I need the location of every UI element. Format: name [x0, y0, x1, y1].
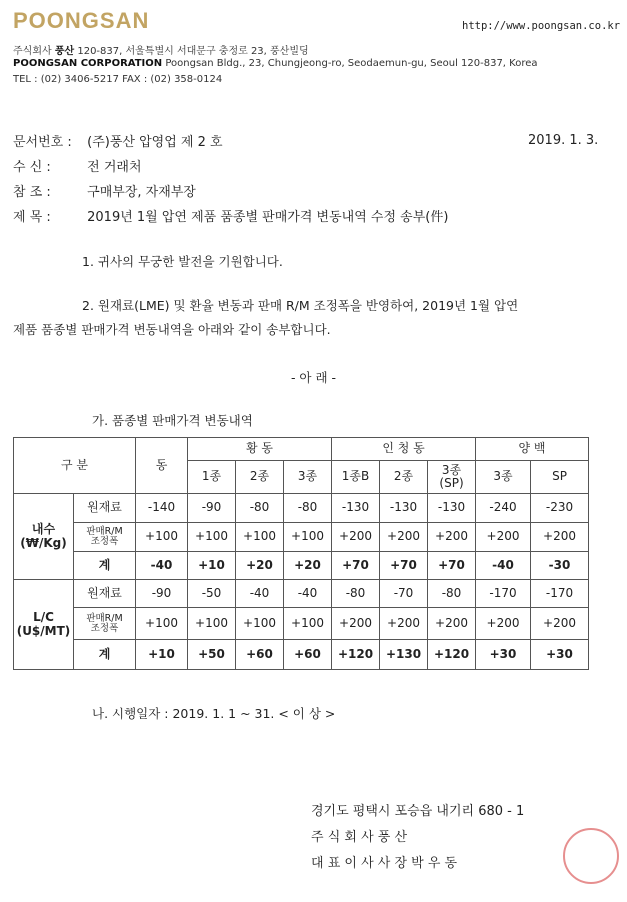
company-seal-icon	[563, 828, 619, 884]
reference: 구매부장, 자재부장	[87, 185, 196, 200]
header-nickel-silver: 양 백	[476, 438, 589, 461]
sub-header: SP	[531, 461, 589, 494]
section-a-title: 가. 품종별 판매가격 변동내역	[92, 413, 253, 428]
reference-row	[13, 181, 196, 200]
rm-label-line: 판매R/M	[86, 526, 123, 538]
cell: -80	[332, 580, 380, 608]
sub-header: 2종	[380, 461, 428, 494]
cell: +100	[284, 608, 332, 640]
cell: +70	[428, 552, 476, 580]
subject: 2019년 1월 압연 제품 품종별 판매가격 변동내역 수정 송부(件)	[87, 210, 449, 225]
en-address: Poongsan Bldg., 23, Chungjeong-ro, Seodaemun-gu, Seoul 120-837, Korea	[165, 58, 538, 69]
cell: -50	[188, 580, 236, 608]
group-domestic	[14, 494, 74, 580]
recipient: 전 거래처	[87, 160, 142, 175]
cell: +20	[284, 552, 332, 580]
group-unit: (₩/Kg)	[20, 535, 67, 550]
kr-address-line	[13, 42, 309, 57]
sender-ceo: 대 표 이 사 사 장 박 우 동	[311, 856, 458, 871]
sub-header: 2종	[236, 461, 284, 494]
cell: -90	[136, 580, 188, 608]
cell: +120	[428, 640, 476, 670]
cell: -90	[188, 494, 236, 523]
paragraph-2-line-2: 제품 품종별 판매가격 변동내역을 아래와 같이 송부합니다.	[13, 322, 331, 337]
row-label-rm	[74, 608, 136, 640]
reference-label: 참 조 :	[13, 185, 51, 200]
doc-number-row	[13, 131, 223, 150]
subject-label: 제 목 :	[13, 210, 51, 225]
cell: -170	[531, 580, 589, 608]
rm-label-line: 조정폭	[90, 622, 119, 634]
sub-header: 1종	[188, 461, 236, 494]
cell: +200	[428, 608, 476, 640]
cell: -40	[136, 552, 188, 580]
sub-header-line: 3종	[441, 462, 462, 477]
en-address-line	[13, 58, 538, 69]
cell: +200	[531, 608, 589, 640]
cell: +100	[284, 523, 332, 552]
group-label: 내수	[31, 522, 56, 537]
sub-header: 1종B	[332, 461, 380, 494]
recipient-label: 수 신 :	[13, 160, 51, 175]
row-label-raw: 원재료	[74, 494, 136, 523]
cell: +10	[188, 552, 236, 580]
cell: -230	[531, 494, 589, 523]
center-note: - 아 래 -	[290, 370, 337, 385]
cell: -40	[284, 580, 332, 608]
row-label-raw: 원재료	[74, 580, 136, 608]
rm-label-line: 판매R/M	[86, 612, 123, 624]
cell: +100	[236, 608, 284, 640]
row-label-rm	[74, 523, 136, 552]
doc-date: 2019. 1. 3.	[528, 133, 599, 148]
row-label-total: 계	[74, 640, 136, 670]
header-copper: 동	[136, 438, 188, 494]
cell: +100	[136, 523, 188, 552]
row-label-total: 계	[74, 552, 136, 580]
group-lc	[14, 580, 74, 670]
cell: -130	[380, 494, 428, 523]
sender-company: 주 식 회 사 풍 산	[311, 830, 408, 845]
cell: +10	[136, 640, 188, 670]
cell: +200	[531, 523, 589, 552]
cell: +130	[380, 640, 428, 670]
header-category: 구 분	[14, 438, 136, 494]
cell: +120	[332, 640, 380, 670]
website-url[interactable]: http://www.poongsan.co.kr	[462, 20, 621, 32]
group-unit: (U$/MT)	[16, 623, 71, 638]
header-phosphor-bronze: 인 청 동	[332, 438, 476, 461]
cell: -130	[428, 494, 476, 523]
cell: +30	[531, 640, 589, 670]
paragraph-2-line-1: 2. 원재료(LME) 및 환율 변동과 판매 R/M 조정폭을 반영하여, 2019년 1월 압연	[82, 298, 519, 313]
sender-address: 경기도 평택시 포승읍 내기리 680 - 1	[311, 804, 525, 819]
cell: +20	[236, 552, 284, 580]
cell: -70	[380, 580, 428, 608]
cell: -40	[236, 580, 284, 608]
subject-row	[13, 206, 448, 225]
kr-prefix: 주식회사	[13, 46, 52, 57]
doc-number: (주)풍산 압영업 제 2 호	[87, 135, 223, 150]
cell: +200	[428, 523, 476, 552]
cell: +60	[236, 640, 284, 670]
en-company-name: POONGSAN CORPORATION	[13, 58, 163, 69]
cell: +200	[380, 523, 428, 552]
doc-number-label: 문서번호 :	[13, 135, 72, 150]
contact-phone: TEL : (02) 3406-5217 FAX : (02) 358-0124	[13, 74, 223, 85]
cell: +200	[476, 608, 531, 640]
cell: +200	[332, 608, 380, 640]
cell: -170	[476, 580, 531, 608]
cell: -140	[136, 494, 188, 523]
sub-header-line: (SP)	[439, 476, 464, 490]
sub-header: 3종	[284, 461, 332, 494]
sub-header	[428, 461, 476, 494]
cell: +100	[236, 523, 284, 552]
rm-label-line: 조정폭	[90, 536, 119, 547]
cell: -130	[332, 494, 380, 523]
cell: -40	[476, 552, 531, 580]
cell: -80	[284, 494, 332, 523]
header-brass: 황 동	[188, 438, 332, 461]
cell: +30	[476, 640, 531, 670]
sub-header: 3종	[476, 461, 531, 494]
cell: +100	[136, 608, 188, 640]
cell: +60	[284, 640, 332, 670]
cell: +70	[380, 552, 428, 580]
cell: +200	[380, 608, 428, 640]
cell: -80	[236, 494, 284, 523]
group-label: L/C	[33, 610, 54, 625]
cell: +70	[332, 552, 380, 580]
section-b-effective-date: 나. 시행일자 : 2019. 1. 1 ~ 31. < 이 상 >	[92, 706, 336, 721]
cell: -30	[531, 552, 589, 580]
cell: +100	[188, 523, 236, 552]
recipient-row	[13, 156, 142, 175]
cell: +100	[188, 608, 236, 640]
cell: -240	[476, 494, 531, 523]
kr-company-name: 풍산	[54, 46, 75, 57]
price-table	[13, 437, 589, 670]
cell: -80	[428, 580, 476, 608]
paragraph-1: 1. 귀사의 무궁한 발전을 기원합니다.	[82, 254, 283, 269]
kr-address: 120-837, 서울특별시 서대문구 충정로 23, 풍산빌딩	[77, 46, 309, 57]
cell: +200	[476, 523, 531, 552]
company-logo: POONGSAN	[13, 8, 150, 33]
cell: +200	[332, 523, 380, 552]
cell: +50	[188, 640, 236, 670]
